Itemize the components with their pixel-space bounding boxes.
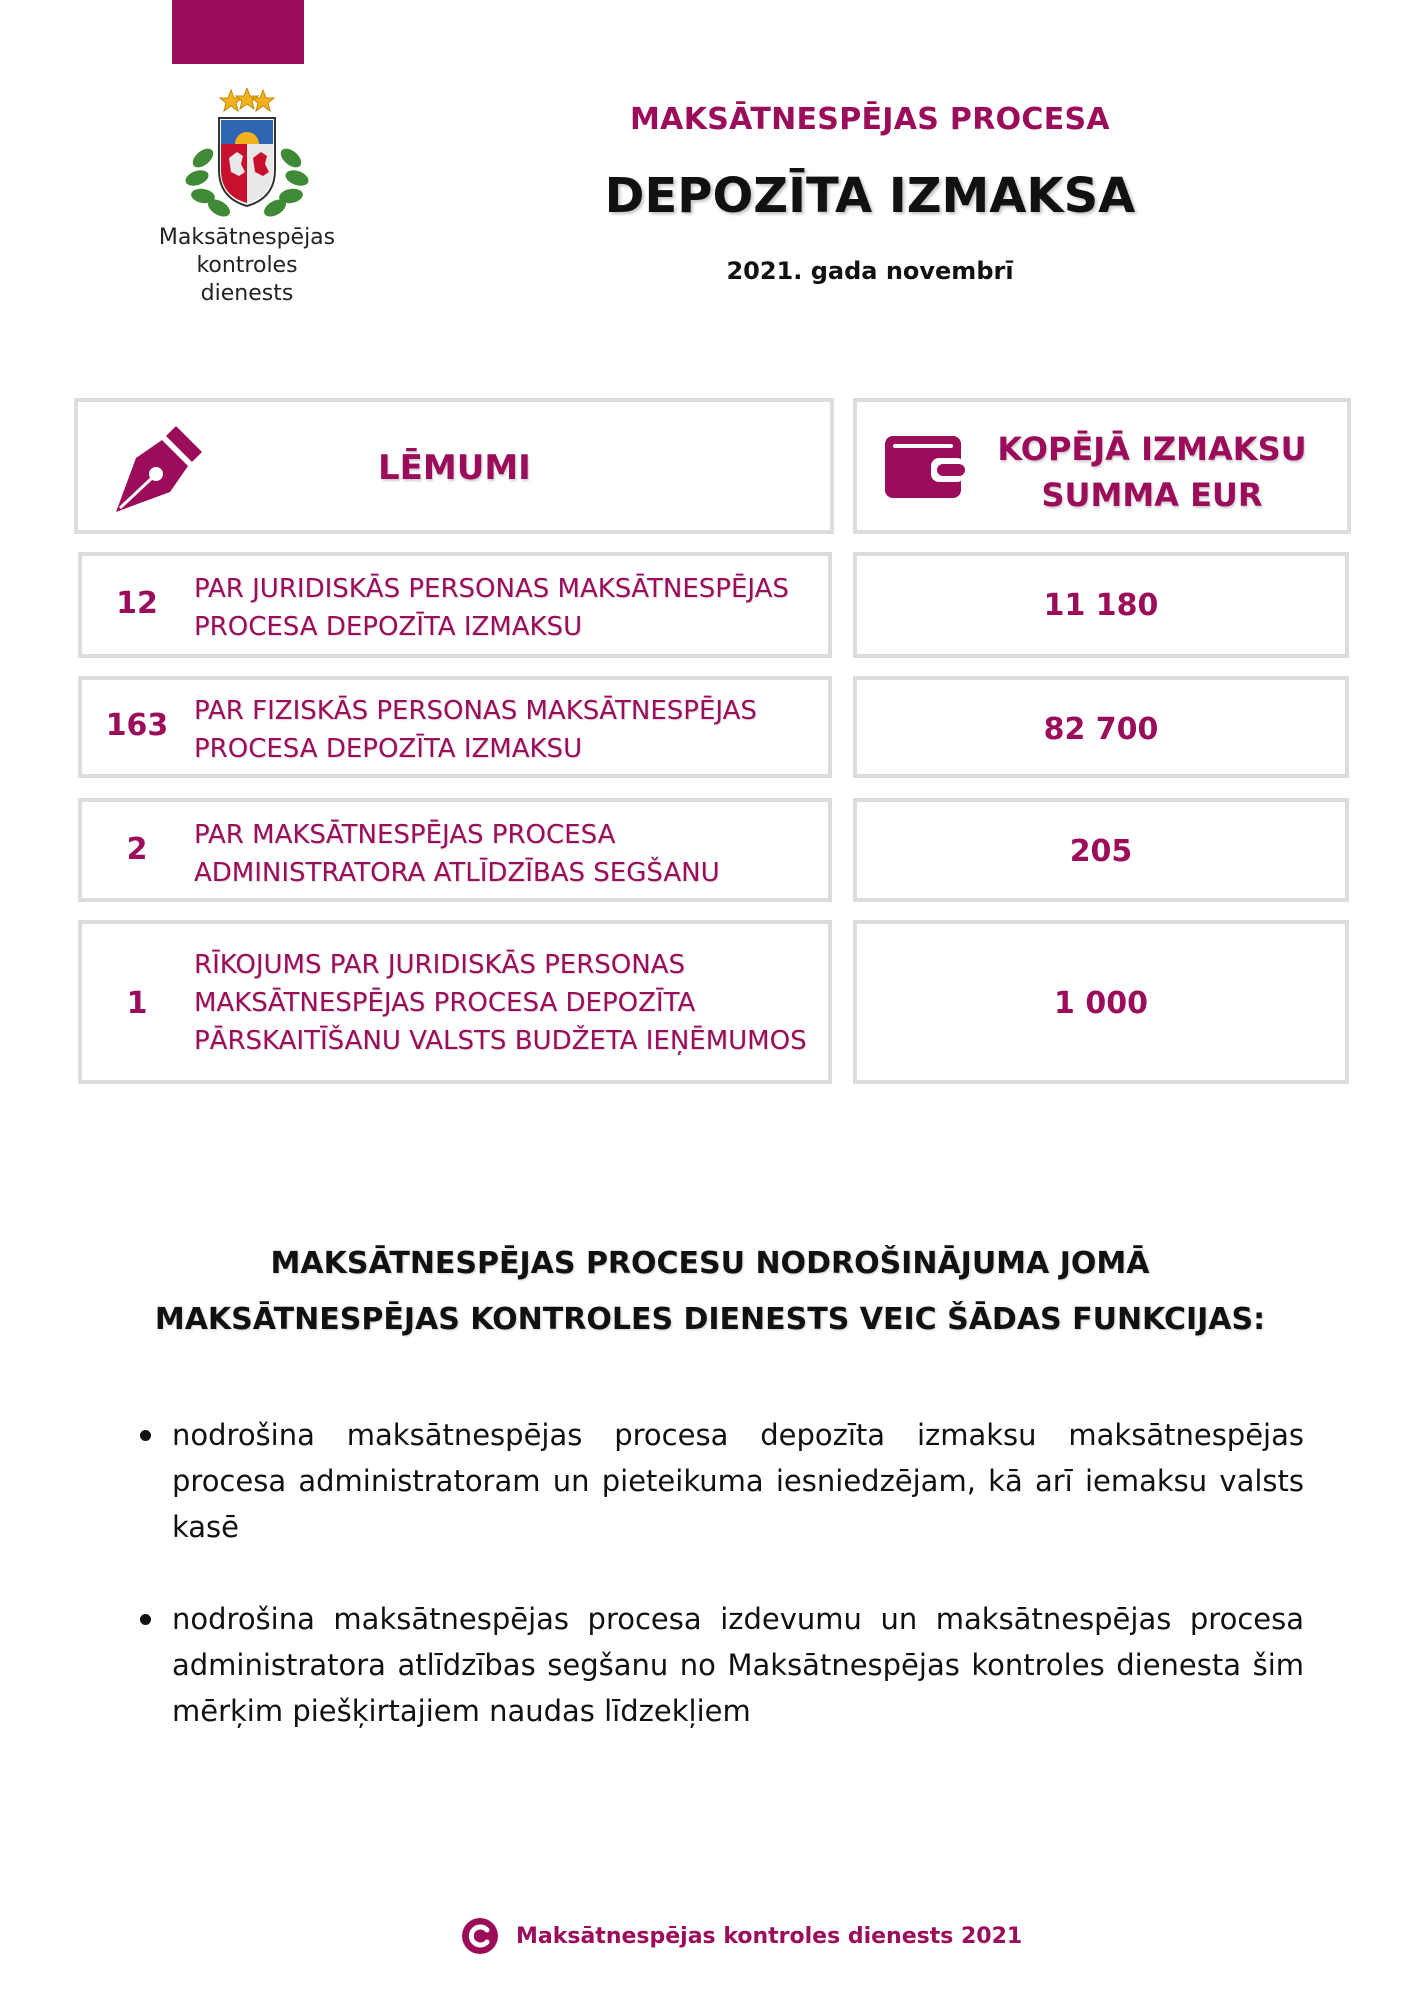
amount-header-title-line2: SUMMA EUR (1041, 476, 1263, 514)
amount-header-title-line1: KOPĒJĀ IZMAKSU (997, 430, 1307, 468)
decision-description-line: PROCESA DEPOZĪTA IZMAKSU (194, 734, 583, 764)
wallet-icon (883, 432, 965, 502)
functions-list (140, 1412, 1304, 1780)
decisions-header (74, 398, 834, 534)
decision-description (194, 692, 757, 768)
decision-description-line: PAR JURIDISKĀS PERSONAS MAKSĀTNESPĒJAS (194, 574, 789, 604)
list-item-text: nodrošina maksātnespējas procesa depozīta izmaksu maksātnespējas procesa administratoram un pieteikuma iesniedzējam, kā arī iemaksu valsts kasē (172, 1418, 1304, 1544)
decision-description-line: PROCESA DEPOZĪTA IZMAKSU (194, 612, 583, 642)
fountain-pen-icon (112, 422, 206, 516)
org-name-line2: kontroles dienests (196, 253, 298, 306)
coat-of-arms-icon (181, 88, 313, 218)
org-name-line1: Maksātnespējas (158, 225, 336, 250)
page-date: 2021. gada novembrī (726, 257, 1014, 285)
decision-description (194, 816, 720, 892)
amount-row (853, 552, 1349, 658)
decision-description-line: ADMINISTRATORA ATLĪDZĪBAS SEGŠANU (194, 858, 720, 888)
decision-description-line: MAKSĀTNESPĒJAS PROCESA DEPOZĪTA (194, 988, 696, 1018)
amount-row (853, 798, 1349, 902)
decision-description-line: RĪKOJUMS PAR JURIDISKĀS PERSONAS (194, 950, 685, 980)
page-title: DEPOZĪTA IZMAKSA (604, 168, 1136, 224)
decision-count: 1 (126, 986, 148, 1021)
decision-description-line: PAR MAKSĀTNESPĒJAS PROCESA (194, 820, 616, 850)
top-accent-bar (172, 0, 304, 64)
decision-row (78, 798, 832, 902)
list-item (140, 1412, 1304, 1550)
decision-row (78, 920, 832, 1084)
decision-description-line: PĀRSKAITĪŠANU VALSTS BUDŽETA IEŅĒMUMOS (194, 1026, 807, 1056)
amount-value: 11 180 (1043, 588, 1159, 623)
copyright-icon (460, 1916, 500, 1956)
decision-description-line: PAR FIZISKĀS PERSONAS MAKSĀTNESPĒJAS (194, 696, 757, 726)
footer (460, 1916, 1023, 1960)
decision-row (78, 676, 832, 778)
amount-row (853, 676, 1349, 778)
decision-count: 2 (126, 832, 148, 867)
decisions-header-title: LĒMUMI (378, 448, 531, 488)
bullet-dot-icon (140, 1430, 151, 1441)
list-item (140, 1596, 1304, 1734)
functions-title-line2: MAKSĀTNESPĒJAS KONTROLES DIENESTS VEIC ŠĀDAS FUNKCIJAS: (154, 1302, 1266, 1337)
functions-title (120, 1236, 1300, 1348)
amount-row (853, 920, 1349, 1084)
amount-value: 1 000 (1054, 986, 1148, 1021)
list-item-text: nodrošina maksātnespējas procesa izdevumu un maksātnespējas procesa administratora atlīdzības segšanu no Maksātnespējas kontroles dienesta šim mērķim piešķirtajiem naudas līdzekļiem (172, 1602, 1304, 1728)
decision-row (78, 552, 832, 658)
logo (150, 88, 344, 306)
decision-description (194, 570, 789, 646)
decision-count: 12 (116, 586, 158, 621)
footer-text: Maksātnespējas kontroles dienests 2021 (516, 1924, 1023, 1949)
functions-title-line1: MAKSĀTNESPĒJAS PROCESU NODROŠINĀJUMA JOMĀ (270, 1246, 1150, 1281)
bullet-dot-icon (140, 1614, 151, 1625)
page-subtitle: MAKSĀTNESPĒJAS PROCESA (630, 102, 1110, 137)
amount-header-title (987, 426, 1317, 518)
decision-count: 163 (105, 708, 169, 743)
decision-description (194, 946, 807, 1060)
amount-value: 205 (1069, 834, 1133, 869)
amount-header (853, 398, 1351, 534)
amount-value: 82 700 (1043, 712, 1159, 747)
